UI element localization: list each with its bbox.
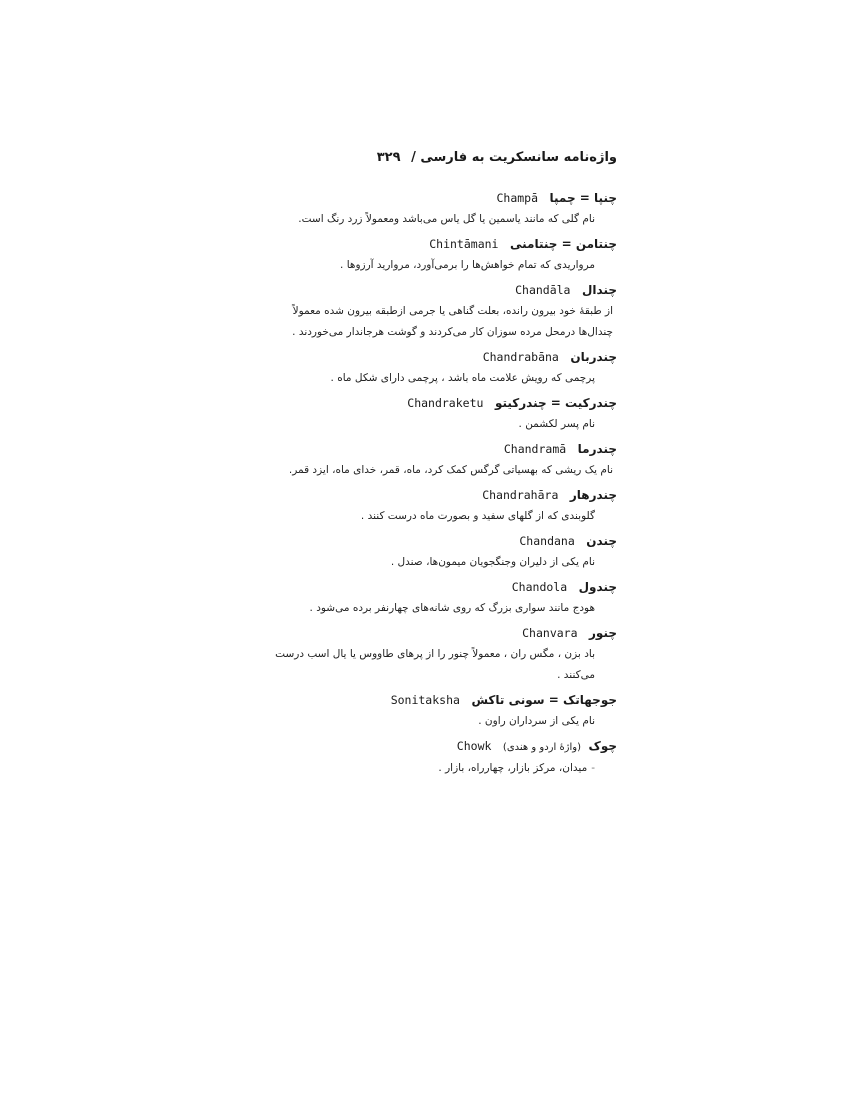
page-number: ۳۲۹ — [376, 150, 401, 165]
entry-definition: نام یکی از دلیران وجنگجویان میمون‌ها، صندل . — [390, 556, 595, 568]
entry-definition: نام یک ریشی که بهسیاتی گرگس کمک کرد، ماه، قمر، خدای ماه، ایزد قمر. — [288, 464, 613, 476]
dictionary-entry — [232, 188, 617, 230]
page-header — [232, 150, 617, 172]
entry-transliteration: Champā — [496, 191, 539, 205]
dictionary-entry — [232, 347, 617, 389]
entry-headword: چندرهار — [569, 488, 617, 502]
dictionary-entry — [232, 485, 617, 527]
dictionary-entry — [232, 280, 617, 343]
entry-definition: نام یکی از سرداران راون . — [478, 715, 595, 727]
entry-headword: چندن — [586, 534, 617, 548]
entry-definition: نام پسر لکشمن . — [518, 418, 595, 430]
entry-definition: مرواریدی که تمام خواهش‌ها را برمی‌آورد، مروارید آرزوها . — [340, 259, 595, 271]
entry-transliteration: Chandāla — [515, 283, 571, 297]
entry-definition: نام گلی که مانند یاسمین یا گل یاس می‌باشد ومعمولاً زرد رنگ است. — [298, 213, 595, 225]
entry-transliteration: Chandrahāra — [482, 488, 559, 502]
entry-note: (واژهٔ اردو و هندی) — [502, 742, 582, 753]
entry-definition: باد بزن ، مگس ران ، معمولاً چنور را از پرهای طاووس یا یال اسب درست — [275, 648, 595, 660]
entry-transliteration: Chandraketu — [407, 396, 484, 410]
entry-headword: چندال — [581, 283, 617, 297]
entry-headword: چندول — [578, 580, 617, 594]
entry-headword: چنپا = چمپا — [549, 191, 617, 205]
entry-definition: می‌کنند . — [557, 669, 595, 681]
dictionary-entry — [232, 439, 617, 481]
dictionary-entry — [232, 577, 617, 619]
dictionary-entry — [232, 690, 617, 732]
entry-headword: چنتامن = چنتامنی — [509, 237, 617, 251]
header-separator: / — [411, 150, 416, 165]
dictionary-entries — [232, 188, 617, 783]
entry-transliteration: Chandana — [519, 534, 575, 548]
dictionary-entry — [232, 393, 617, 435]
book-title: واژه‌نامه سانسکریت به فارسی — [420, 150, 617, 165]
entry-transliteration: Chandramā — [503, 442, 567, 456]
entry-definition: از طبقهٔ خود بیرون رانده، بعلت گناهی یا جرمی ازطبقه بیرون شده معمولاً — [292, 305, 613, 317]
entry-definition: پرچمی که رویش علامت ماه باشد ، پرچمی دارای شکل ماه . — [330, 372, 595, 384]
entry-transliteration: Chintāmani — [429, 237, 499, 251]
entry-definition: - میدان، مرکز بازار، چهارراه، بازار . — [232, 758, 617, 779]
entry-headword: جوجهاتک = سونی تاکش — [471, 693, 617, 707]
entry-transliteration: Sonitaksha — [390, 693, 460, 707]
entry-headword: چنور — [589, 626, 617, 640]
dictionary-entry — [232, 736, 617, 779]
dictionary-entry — [232, 623, 617, 686]
entry-transliteration: Chanvara — [522, 626, 578, 640]
entry-transliteration: Chowk — [456, 739, 492, 753]
entry-transliteration: Chandrabāna — [482, 350, 559, 364]
entry-definition: چندال‌ها درمحل مرده سوزان کار می‌کردند و گوشت هرجاندار می‌خوردند . — [292, 326, 613, 338]
dictionary-entry — [232, 234, 617, 276]
dictionary-entry — [232, 531, 617, 573]
entry-definition: هودج مانند سواری بزرگ که روی شانه‌های چهارنفر برده می‌شود . — [309, 602, 595, 614]
entry-headword: چندرما — [577, 442, 617, 456]
entry-definition: گلوبندی که از گلهای سفید و بصورت ماه درست کنند . — [360, 510, 595, 522]
entry-headword: چندرکیت = چندرکیتو — [494, 396, 617, 410]
entry-headword: چندربان — [570, 350, 617, 364]
entry-headword: چوک — [588, 739, 617, 753]
entry-transliteration: Chandola — [511, 580, 568, 594]
